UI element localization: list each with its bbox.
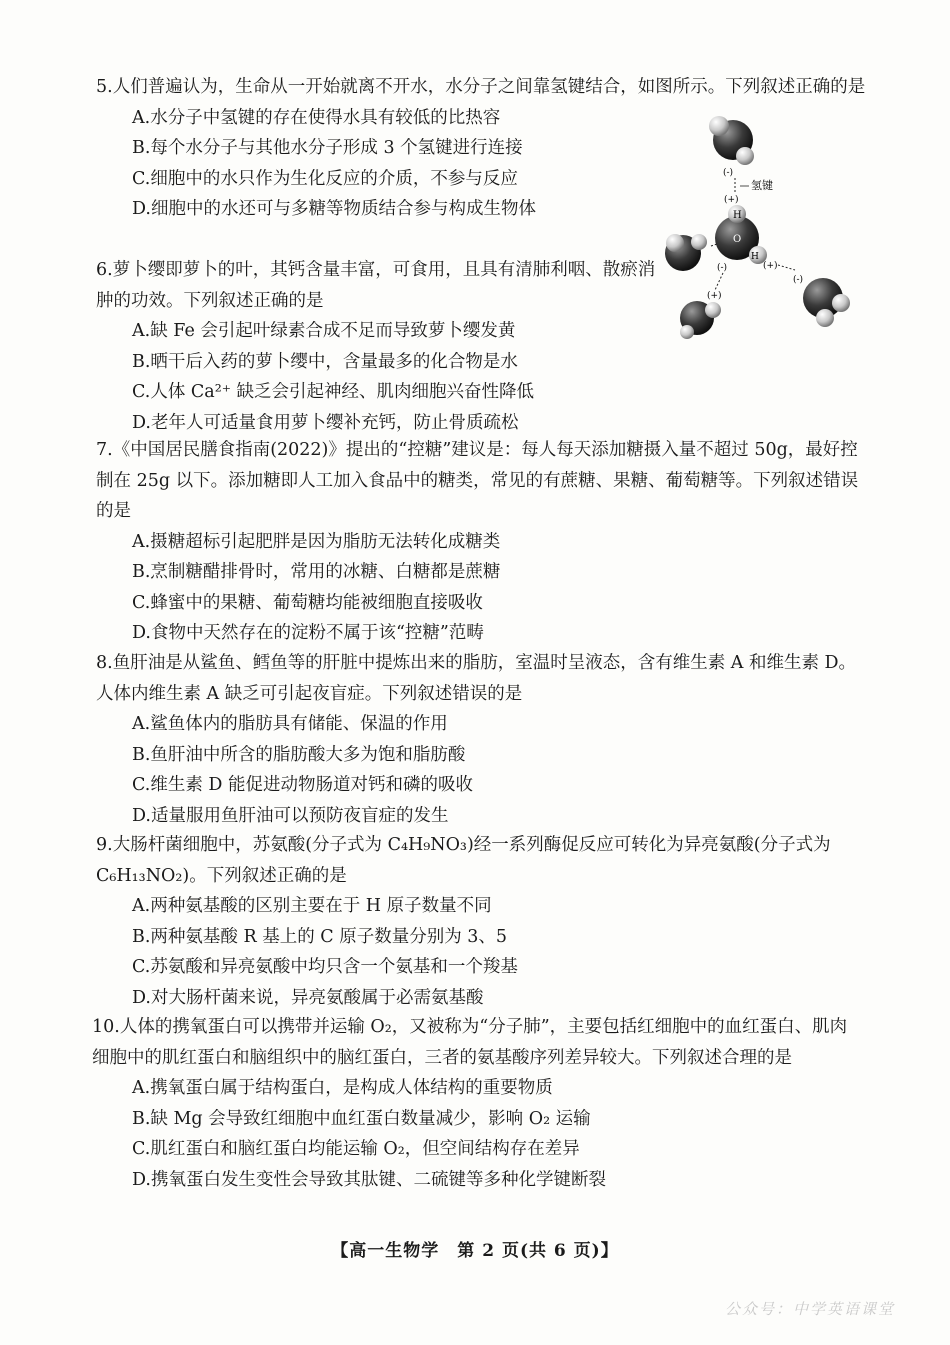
- question-9: [96, 830, 866, 1013]
- water-molecule-left: [665, 234, 707, 271]
- question-8-option-c: C.维生素 D 能促进动物肠道对钙和磷的吸收: [132, 775, 473, 795]
- question-8-option-d: D.适量服用鱼肝油可以预防夜盲症的发生: [132, 805, 449, 826]
- question-7-option-d: D.食物中天然存在的淀粉不属于该“控糖”范畴: [132, 623, 484, 643]
- question-7-stem: 7.《中国居民膳食指南(2022)》提出的“控糖”建议是：每人每天添加糖摄入量不超过 50g，最好控制在 25g 以下。添加糖即人工加入食品中的糖类，常见的有蔗糖、果糖、葡萄糖等。下列叙述错误的是: [96, 440, 859, 521]
- water-molecule-bottom: [680, 301, 721, 339]
- question-9-option-b: B.两种氨基酸 R 基上的 C 原子数量分别为 3、5: [132, 926, 508, 947]
- question-8: [96, 648, 866, 831]
- question-10: [92, 1012, 862, 1195]
- watermark: 公众号：中学英语课堂: [724, 1300, 895, 1318]
- question-10-option-c: C.肌红蛋白和脑红蛋白均能运输 O₂，但空间结构存在差异: [132, 1139, 580, 1159]
- question-6-stem: 6.萝卜缨即萝卜的叶，其钙含量丰富，可食用，且具有清肺利咽、散瘀消肿的功效。下列叙述正确的是: [96, 260, 656, 311]
- question-7-option-c: C.蜂蜜中的果糖、葡萄糖均能被细胞直接吸收: [132, 592, 483, 613]
- top-minus-label: (-): [723, 168, 734, 178]
- question-7: [96, 435, 866, 649]
- question-5-stem: 5.人们普遍认为，生命从一开始就离不开水，水分子之间靠氢键结合，如图所示。下列叙述正确的是: [96, 77, 866, 97]
- center-plus-label: (+): [763, 261, 778, 271]
- water-molecule-diagram: [655, 110, 855, 340]
- question-7-option-b: B.烹制糖醋排骨时，常用的冰糖、白糖都是蔗糖: [132, 562, 501, 582]
- question-5-option-c: C.细胞中的水只作为生化反应的介质，不参与反应: [132, 168, 518, 189]
- question-8-option-a: A.鲨鱼体内的脂肪具有储能、保温的作用: [132, 714, 448, 734]
- page-footer: 【高一生物学 第 2 页(共 6 页)】: [331, 1241, 619, 1261]
- right-minus-label: (-): [793, 275, 804, 285]
- question-10-stem: 10.人体的携氧蛋白可以携带并运输 O₂，又被称为“分子肺”，主要包括红细胞中的血红蛋白、肌肉细胞中的肌红蛋白和脑组织中的脑红蛋白，三者的氨基酸序列差异较大。下列叙述合理的是: [92, 1017, 848, 1068]
- question-9-stem: 9.大肠杆菌细胞中，苏氨酸(分子式为 C₄H₉NO₃)经一系列酶促反应可转化为异亮氨酸(分子式为 C₆H₁₃NO₂)。下列叙述正确的是: [96, 835, 831, 886]
- o-atom-label: O: [733, 234, 742, 245]
- question-9-option-a: A.两种氨基酸的区别主要在于 H 原子数量不同: [132, 896, 492, 916]
- question-8-stem: 8.鱼肝油是从鲨鱼、鳕鱼等的肝脏中提炼出来的脂肪，室温时呈液态，含有维生素 A 和维生素 D。人体内维生素 A 缺乏可引起夜盲症。下列叙述错误的是: [96, 653, 857, 704]
- question-6-option-d: D.老年人可适量食用萝卜缨补充钙，防止骨质疏松: [132, 412, 519, 433]
- h-atom-label: H: [733, 210, 742, 221]
- question-10-option-b: B.缺 Mg 会导致红细胞中血红蛋白数量减少，影响 O₂ 运输: [132, 1108, 591, 1129]
- top-plus-label: (+): [724, 195, 739, 205]
- water-hydrogen-bond-figure: [655, 110, 855, 340]
- hydrogen-bond-label: 氢键: [751, 179, 773, 192]
- water-molecule-top: [709, 116, 754, 165]
- water-molecule-right: [803, 278, 850, 327]
- question-7-option-a: A.摄糖超标引起肥胖是因为脂肪无法转化成糖类: [132, 531, 501, 552]
- center-h-label: H: [751, 252, 759, 262]
- question-6-option-b: B.晒干后入药的萝卜缨中，含量最多的化合物是水: [132, 351, 518, 372]
- question-10-option-a: A.携氧蛋白属于结构蛋白，是构成人体结构的重要物质: [132, 1078, 553, 1098]
- question-6-option-a: A.缺 Fe 会引起叶绿素合成不足而导致萝卜缨发黄: [132, 321, 516, 341]
- bottom-plus-label: (+): [707, 291, 722, 301]
- question-5-option-b: B.每个水分子与其他水分子形成 3 个氢键进行连接: [132, 138, 523, 158]
- center-minus-label: (-): [717, 263, 728, 273]
- question-5-option-a: A.水分子中氢键的存在使得水具有较低的比热容: [132, 107, 501, 128]
- question-6-option-c: C.人体 Ca²⁺ 缺乏会引起神经、肌肉细胞兴奋性降低: [132, 382, 535, 402]
- water-molecule-center: [715, 205, 767, 264]
- question-8-option-b: B.鱼肝油中所含的脂肪酸大多为饱和脂肪酸: [132, 744, 466, 765]
- question-9-option-c: C.苏氨酸和异亮氨酸中均只含一个氨基和一个羧基: [132, 957, 518, 977]
- question-10-option-d: D.携氧蛋白发生变性会导致其肽键、二硫键等多种化学键断裂: [132, 1169, 606, 1190]
- question-9-option-d: D.对大肠杆菌来说，异亮氨酸属于必需氨基酸: [132, 987, 484, 1008]
- question-5-option-d: D.细胞中的水还可与多糖等物质结合参与构成生物体: [132, 199, 536, 219]
